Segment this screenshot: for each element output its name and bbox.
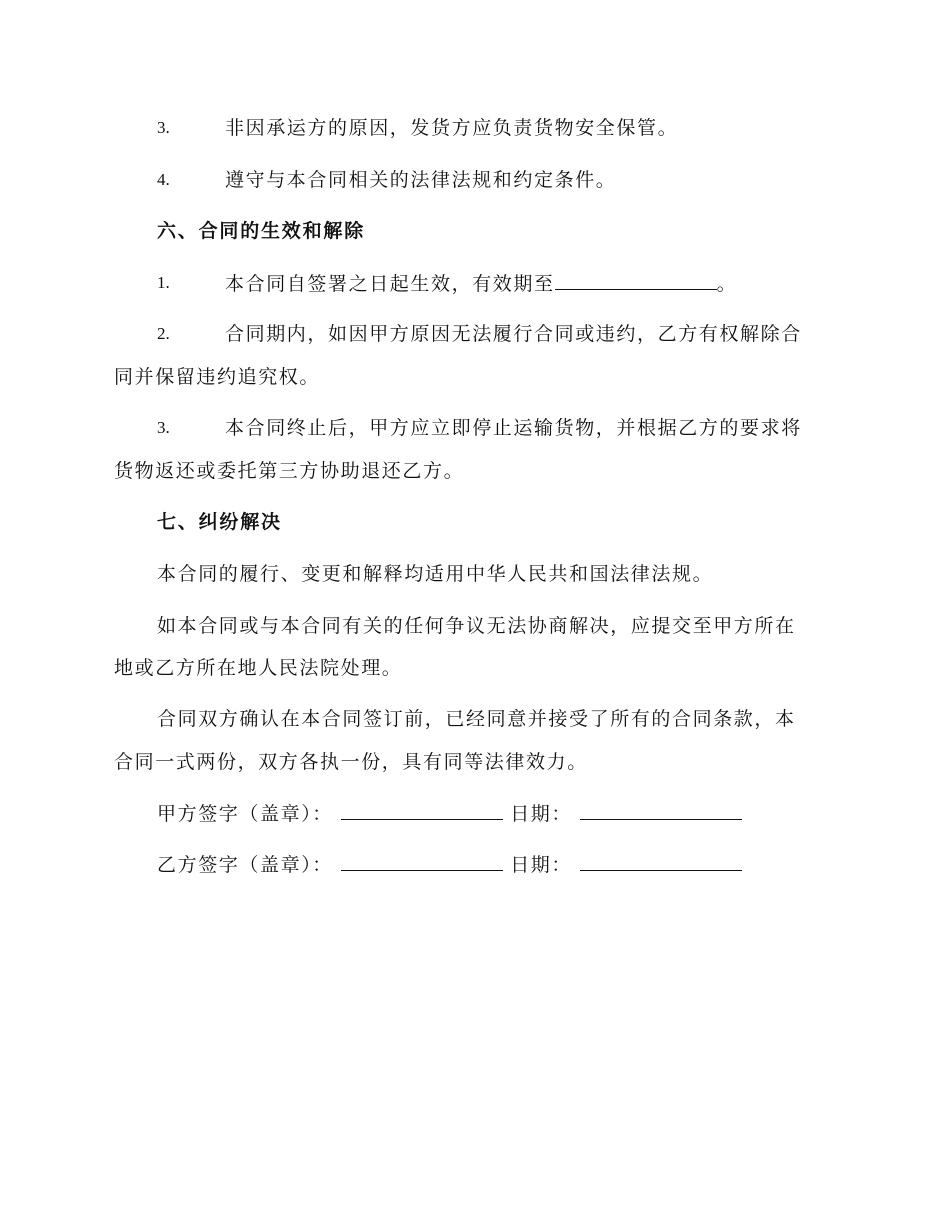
date-label: 日期： xyxy=(510,854,572,876)
party-b-label: 乙方签字（盖章）： xyxy=(157,854,333,876)
item-text-before: 本合同自签署之日起生效，有效期至 xyxy=(225,273,555,295)
party-a-label: 甲方签字（盖章）： xyxy=(157,803,333,825)
paragraph-line: 地或乙方所在地人民法院处理。 xyxy=(114,657,403,679)
item-text-line: 本合同终止后，甲方应立即停止运输货物，并根据乙方的要求将 xyxy=(225,417,802,439)
paragraph-line: 合同双方确认在本合同签订前，已经同意并接受了所有的合同条款，本 xyxy=(157,708,796,730)
item-number: 3. xyxy=(157,418,170,437)
party-a-signature-blank[interactable] xyxy=(341,801,503,820)
item-number: 2. xyxy=(157,324,170,343)
item-number: 3. xyxy=(157,118,170,137)
party-b-signature-row xyxy=(157,852,742,877)
section-heading: 六、合同的生效和解除 xyxy=(157,220,366,242)
paragraph: 本合同的履行、变更和解释均适用中华人民共和国法律法规。 xyxy=(157,563,714,585)
paragraph-line: 如本合同或与本合同有关的任何争议无法协商解决，应提交至甲方所在 xyxy=(157,615,796,637)
party-a-signature-row xyxy=(157,801,742,826)
date-label: 日期： xyxy=(510,803,572,825)
item-number: 4. xyxy=(157,170,170,189)
party-a-date-blank[interactable] xyxy=(580,801,742,820)
item-text-line: 货物返还或委托第三方协助退还乙方。 xyxy=(114,460,465,482)
item-text: 非因承运方的原因，发货方应负责货物安全保管。 xyxy=(225,117,679,139)
item-text: 遵守与本合同相关的法律法规和约定条件。 xyxy=(225,169,617,191)
item-text xyxy=(225,271,945,296)
section-heading: 七、纠纷解决 xyxy=(157,511,282,533)
expiry-date-blank[interactable] xyxy=(555,271,717,290)
paragraph-line: 合同一式两份，双方各执一份，具有同等法律效力。 xyxy=(114,751,588,773)
item-number: 1. xyxy=(157,273,170,292)
party-b-date-blank[interactable] xyxy=(580,852,742,871)
item-text-after: 。 xyxy=(716,273,738,295)
item-text-line: 同并保留违约追究权。 xyxy=(114,366,321,388)
item-text-line: 合同期内，如因甲方原因无法履行合同或违约，乙方有权解除合 xyxy=(225,323,802,345)
party-b-signature-blank[interactable] xyxy=(341,852,503,871)
